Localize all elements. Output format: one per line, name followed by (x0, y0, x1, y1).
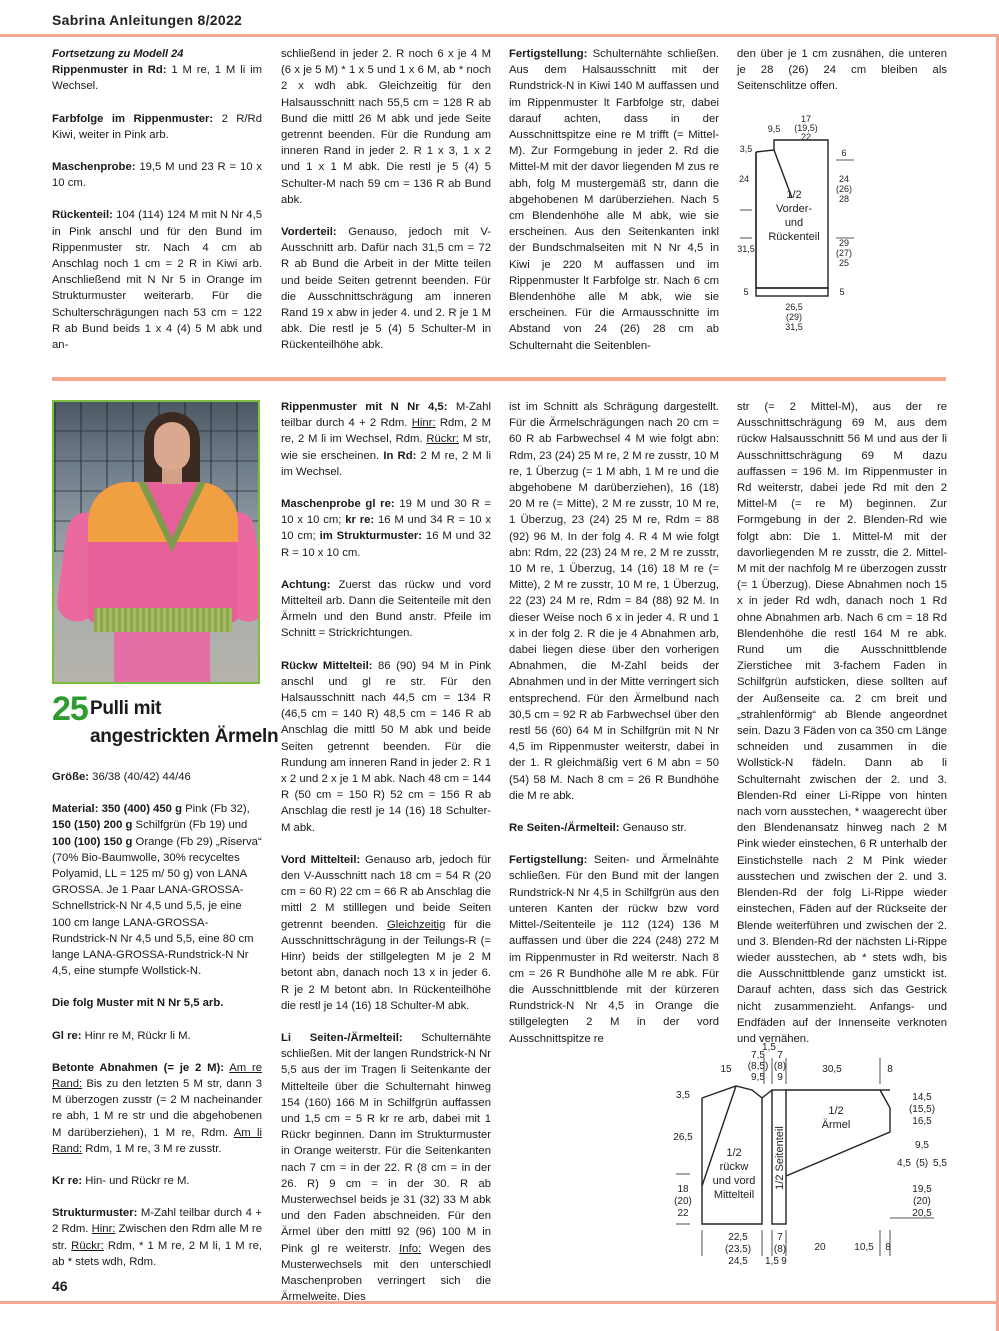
body-label-1: 1/2 (786, 189, 802, 201)
dim-8-5: (8,5) (747, 1061, 769, 1072)
dim-20-bottom: 20 (814, 1242, 826, 1253)
mittelteil-label-1: 1/2 (726, 1147, 742, 1159)
rueckenteil-paragraph: Rückenteil: 104 (114) 124 M mit N Nr 4,5 in Pink anschl und für den Bund im Rippenmuster str. Nach 4 cm ab Anschlag noch 1 cm = 2 R in Kiwi arb. Anschließend mit N Nr 5 in Orange im Strukturmuster weiterarb. Für die Schulterschrägungen nach 53 cm = 122 R ab Bund beids 1 x 4 (4) 5 M abk und an- (52, 209, 262, 352)
seitenteil-label: 1/2 Seitenteil (774, 1126, 786, 1190)
page-header: Sabrina Anleitungen 8/2022 (52, 12, 243, 28)
dim-7-bottom: 7 (777, 1232, 783, 1243)
body-label-4: Rückenteil (768, 231, 820, 243)
rippen-45-paragraph: Rippenmuster mit N Nr 4,5: M-Zahl teilbar durch 4 + 2 Rdm. Hinr: Rdm, 2 M re, 2 M li im Wechsel, Rdm. Rückr: M str, wie sie erscheinen. In Rd: 2 M re, 2 M li im Wechsel. (281, 401, 492, 478)
mittelteil-label-3: und vord (712, 1175, 756, 1187)
dim-3-5: 3,5 (676, 1090, 690, 1101)
li-seitenteil-paragraph: Li Seiten-/Ärmelteil: Schulternähte schließen. Mit der langen Rundstrick-N Nr 5,5 aus der im Tragen li Seitenkante der Mittelteile über die Schulternaht hinweg 154 (160) 166 M in Schilfgrün auffassen und 1,5 cm = 5 R kr re arb, dabei mit 1 Rückr beginnen. Dann im Strukturmuster in Orange weiterstr. Für die Seitenkanten nach 7 cm = in der 22. R (8 cm = in der 26. R) 9 cm = in der 30. R ab Musterwechsel beids je 31 (32) 33 M abk und den Faden abschneiden. Für den Ärmel über den mittl 92 (96) 100 M in Pink gl re weiterstr. Info: Wegen des Musterwechsels mit den unterschiedl Maschenproben verringert sich die Ärmelweite. Dies (281, 1031, 491, 1304)
dim-neck-depth: 3,5 (739, 144, 753, 154)
folg-muster-paragraph: Die folg Muster mit N Nr 5,5 arb. (52, 997, 224, 1010)
dim-7-top: 7 (777, 1050, 783, 1061)
dim-bund-right: 5 (839, 287, 845, 297)
dim-right-mid-1: 24 (838, 174, 850, 184)
dim-right-mid-2: (26) (835, 184, 853, 194)
model-title-line-1: Pulli mit (90, 698, 162, 719)
material-paragraph: Material: 350 (400) 450 g Pink (Fb 32), 150 (150) 200 g Schilfgrün (Fb 19) und 100 (100) 150 g Orange (Fb 29) „Riserva“ (70% Bio-Baumwolle, 30% recyceltes Polyamid, LL = 125 m/ 50 g) von LANA GROSSA. Je 1 Paar LANA-GROSSA-Schnellstrick-N Nr 4,5 und 5,5, je eine 100 cm lange LANA-GROSSA-Rundstrick-N Nr 4,5 und 5,5, eine 80 cm lange LANA-GROSSA-Rundstrick-N Nr 4,5, eine stumpfe Wollstick-N. (52, 803, 262, 978)
dim-bottom-2: (29) (785, 312, 803, 322)
dim-left-mid: 24 (738, 174, 750, 184)
dim-8-right: 8 (887, 1064, 893, 1075)
model-photo (52, 400, 260, 684)
seam-connector (762, 1090, 772, 1098)
top-column-1 (52, 46, 262, 353)
sleeve-schematic (668, 1038, 953, 1270)
aermel-label-2: Ärmel (821, 1119, 851, 1131)
rueckw-mittelteil-paragraph: Rückw Mittelteil: 86 (90) 94 M in Pink anschl und gl re str. Für den Halsausschnitt nach 44,5 cm = 134 R (46,5 cm = 140 R) 48,5 cm = 146 R ab Anschlag die mittl 50 M abk und beide Seiten getrennt beenden. Für die Rundung am inneren Rand in jeder 2. R 1 x 2 und 2 x je 1 M abk. Nach 48 cm = 144 R (50 cm = 150 R) 52 cm = 156 R ab Anschlag die restl je 14 (16) 18 Schulter-M abk. (281, 659, 491, 834)
dim-shoulder: 9,5 (767, 124, 781, 134)
dim-19-5: 19,5 (912, 1184, 932, 1195)
dim-15-5: (15,5) (908, 1104, 936, 1115)
farbfolge-paragraph: Farbfolge im Rippenmuster: 2 R/Rd Kiwi, weiter in Pink arb. (52, 112, 262, 141)
fertigstellung-paragraph: Fertigstellung: Schulternähte schließen. Aus dem Halsausschnitt mit der Rundstrick-N in Kiwi 140 M auffassen und im Rippenmuster lt Farbfolge str, dabei darauf achten, dass in der Ausschnittspitze eine re M trifft (= Mittel-M). Zur Formgebung in jeder 2. Rd die Mittel-M mit der davor liegenden M zus re abh, folg M mustergemäß str, dann die abgehobenen M darüberziehen. Nach 5 cm Blendenhöhe alle M abk, wie sie erscheinen. Aus den Seitenkanten inkl der Bundschmalseiten mit N Nr 4,5 in Kiwi je 220 M auffassen und im Rippenmuster lt Farbfolge str. Nach 6 cm Blendenhöhe alle M abk, wie sie erscheinen. Für die Armausschnitte im Abstand von 24 (26) 28 cm ab Schulternaht die Seitenblen- (509, 48, 719, 352)
maschenprobe-2-paragraph: Maschenprobe gl re: 19 M und 30 R = 10 x 10 cm; kr re: 16 M und 34 R = 10 x 10 cm; im Strukturmuster: 16 M und 32 R = 10 x 10 cm. (281, 498, 492, 559)
top-column-2 (281, 46, 491, 354)
top-rule (0, 34, 999, 37)
top-column-4 (737, 46, 947, 95)
rippen-paragraph: Rippenmuster in Rd: 1 M re, 1 M li im Wechsel. (52, 64, 262, 93)
bottom-rule (0, 1301, 999, 1304)
page-number: 46 (52, 1278, 68, 1294)
dim-top-width-2: (19,5) (794, 123, 818, 133)
body-label-2: Vorder- (775, 203, 813, 215)
dim-8-bottom: (8) (773, 1244, 787, 1255)
dim-9-top: 9 (777, 1072, 783, 1083)
dim-5-5: 5,5 (933, 1158, 947, 1169)
dim-26-5: 26,5 (673, 1132, 693, 1143)
achtung-paragraph: Achtung: Zuerst das rückw und vord Mittelteil arb. Dann die Seitenteile mit den Ärmeln und den Bund anstr. Pfeile im Schnitt = Strickrichtungen. (281, 578, 491, 640)
dim-bottom-3: 31,5 (785, 322, 803, 332)
seitenschlitze-paragraph: den über je 1 cm zusnähen, die unteren je 28 (26) 24 cm bleiben als Seitenschlitze offen. (737, 48, 947, 93)
ausschnittblende-paragraph: str (= 2 Mittel-M), aus der re Ausschnittschrägung 69 M, aus dem rückw Halsausschnitt 56 M und aus der li Ausschnittschrägung 69 M dazu auffassen = 196 M. Im Rippenmuster in Rd weiterstr, dabei jede Rd mit den 2 Mittel-M (= re M) beginnen. Zur Formgebung in der 2. Blenden-Rd wie folgt abn: Die 1. Mittel-M mit der davorliegenden M re zusstr, die 2. Mittel-M mit der nachfolg M re überzogen zusstr (= 1 Überzug). Diese Abnahmen noch 15 x in jeder Rd wdh, danach noch 1 Rd ohne Abnahmen arb. Nach 6 cm = 18 Rd Blendenhöhe die restl 164 M re abk. Rund um die Ausschnittblende Ziersticheе mit 3-fachem Faden in Schilfgrün aufsticken, diese sollten auf der Außenseite ca. 2 cm breit und „strahlenförmig“ ab Blende angeordnet sein. Dazu 3 Fäden von ca 350 cm Länge schneiden und zusammen in die Wollstick-N fädeln. Dann ab li Schulternaht zwischen der 2. und 3. Blenden-Rd einer Li-Rippe von hinten nach vorn ausstechen, * waagerecht über den Blendenansatz hinweg nach 2 M Pink wieder einstechen, 6 R unterhalb der Einstichstelle nach 2 M Pink wieder ausstechen und zwischen der 2. und 3. Blenden-Rd der folg Li-Rippe wieder einstechen, Fäden auf der Rückseite der Blende weiterführen und zwischen der 2. und 3. Blenden-Rd der nächsten Li-Rippe wieder ausstechen, ab * stets wdh, bis die Ausschnittblende ganz umstickt ist. Darauf achten, dass sich das Gestrick nicht zusammenzieht. Anfangs- und Endfäden auf der Innenseite verknoten und vernähen. (737, 401, 947, 1045)
bottom-column-4 (737, 399, 947, 1047)
dim-1-5-bottom: 1,5 (765, 1256, 779, 1267)
re-seitenteil-paragraph: Re Seiten-/Ärmelteil: Genauso str. (509, 822, 687, 835)
glre-paragraph: Gl re: Hinr re M, Rückr li M. (52, 1029, 191, 1042)
bund-rect (756, 288, 828, 296)
dim-20-5: 20,5 (912, 1208, 932, 1219)
aermel-paragraph: ist im Schnitt als Schrägung dargestellt. Für die Ärmelschrägungen nach 20 cm = 60 R ab Farbwechsel 4 M wie folgt abn: Rdm, 23 (24) 25 M re, 2 M re zusstr, 10 M re, 1 Überzug (= 1 M abh, 1 M re und die abgehobene M darüberziehen), 16 (18) 20 M re (= Mitte), 2 M re zusstr, 10 M re, 1 Überzug, 23 (24) 25 M re, Rdm = 88 (92) 96 M. In der folg 4. R 4 M wie folgt abn: Rdm, 22 (23) 24 M re, 2 M re zusstr, 10 M re, 1 Überzug, 14 (16) 18 M re (= Mitte), 2 M re zusstr, 10 M re, 1 Überzug, 22 (23) 24 M re, Rdm = 84 (88) 92 M. In dieser Weise noch 6 x in jeder 4. R und 1 x in der folg 2. R die je 4 Abnahmen arb, dabei liegen diese über den vorherigen Abnahmen, die M-Zahl beids der Abnahmen und in der Mitte verringert sich entsprechend. Für den Ärmelbund nach 30,5 cm = 92 R ab Farbwechsel über den restl 56 (60) 64 M in Schilfgrün mit N Nr 4,5 im Rippenmuster weiterstr, dabei in der 1. R gleichmäßig vert 6 M abn = 50 (54) 58 M. Nach 8 cm = 26 R Bundhöhe die M re abk. (509, 401, 719, 802)
betonte-abnahmen-paragraph: Betonte Abnahmen (= je 2 M): Am re Rand: Bis zu den letzten 5 M str, dann 3 M überzogen zusstr (= 2 M nacheinander re abh, 1 M re str und die abgehobenen M darüberziehen), 1 M re, Rdm. Am li Rand: Rdm, 1 M re, 3 M re zusstr. (52, 1061, 262, 1155)
vord-mittelteil-paragraph: Vord Mittelteil: Genauso arb, jedoch für den V-Ausschnitt nach 18 cm = 54 R (20 cm = 60 R) 22 cm = 66 R ab Anschlag die mittl 2 M stilllegen und beide Seiten getrennt beenden. Gleichzeitig für die Ausschnittschrägung in der Teilungs-R (= Hinr) beids der stillgelegten M je 2 M betont abn, danach noch 13 x in jeder 6. R je 2 M betont abn. In Rückenteilhöhe die restl je 14 (16) 18 Schulter-M abk. (281, 853, 491, 1012)
schulter-paragraph: schließend in jeder 2. R noch 6 x je 4 M (6 x je 5 M) * 1 x 5 und 1 x 6 M, ab * noch 2 x wdh abk. Gleichzeitig für den Halsausschnitt nach 55,5 cm = 128 R ab Bund die mittl 26 M abk und jede Seite getrennt beenden. Für die Rundung am inneren Rand in jeder 2. R 1 x 3, 1 x 2 und 1 x 1 M abk. Die restl je 5 (4) 5 Schulter-M nach 59 cm = 136 R ab Bund abk. (281, 48, 491, 206)
vorderteil-paragraph: Vorderteil: Genauso, jedoch mit V-Ausschnitt arb. Dafür nach 31,5 cm = 72 R ab Bund die Arbeit in der Mitte teilen und beide Seiten getrennt beenden. Für die Ausschnittschrägung am inneren Rand 19 x abw in jeder 4. und 2. R je 1 M abk. Die restl je 5 (4) 5 Schulter-M in Rückenteilhöhe abk. (281, 226, 491, 352)
dim-right-low-2: (27) (835, 248, 853, 258)
dim-15: 15 (720, 1064, 732, 1075)
continuation-note: Fortsetzung zu Modell 24 (52, 48, 184, 60)
krre-paragraph: Kr re: Hin- und Rückr re M. (52, 1175, 190, 1188)
dim-23-5: (23,5) (724, 1244, 752, 1255)
aermel-outline (786, 1090, 890, 1176)
model-title-line-2: angestrickten Ärmeln (90, 726, 279, 747)
dim-top-width: 17 (800, 114, 812, 124)
mittelteil-label-2: rückw (719, 1161, 749, 1173)
model-number: 25 (52, 690, 88, 728)
dim-9-5-right: 9,5 (915, 1140, 929, 1151)
dim-4-5: 4,5 (897, 1158, 911, 1169)
dim-22: 22 (677, 1208, 689, 1219)
dim-right-low-3: 25 (838, 258, 850, 268)
maschenprobe-paragraph: Maschenprobe: 19,5 M und 23 R = 10 x 10 cm. (52, 161, 262, 190)
dim-left-low: 31,5 (737, 244, 755, 254)
strukturmuster-paragraph: Strukturmuster: M-Zahl teilbar durch 4 + 2 Rdm. Hinr: Zwischen den Rdm alle M re str. Rückr: Rdm, * 1 M re, 2 M li, 1 M re, ab * stets wdh, Rdm. (52, 1207, 262, 1268)
dim-20: (20) (674, 1196, 692, 1207)
bottom-column-1 (52, 769, 262, 1270)
groesse-paragraph: Größe: 36/38 (40/42) 44/46 (52, 771, 191, 783)
body-label-3: und (784, 217, 804, 229)
dim-5: (5) (915, 1158, 929, 1169)
dim-9-bottom: 9 (781, 1256, 787, 1267)
top-column-3 (509, 46, 719, 354)
dim-14-5: 14,5 (912, 1092, 932, 1103)
bottom-column-3 (509, 399, 719, 1047)
dim-16-5: 16,5 (912, 1116, 932, 1127)
section-divider (52, 377, 946, 381)
mittelteil-label-4: Mittelteil (713, 1189, 755, 1201)
dim-right-top: 6 (841, 148, 847, 158)
dim-22-5: 22,5 (728, 1232, 748, 1243)
aermel-label-1: 1/2 (828, 1105, 844, 1117)
dim-right-low-1: 29 (838, 238, 850, 248)
dim-8-top: (8) (773, 1061, 787, 1072)
dim-bund-left: 5 (743, 287, 749, 297)
body-schematic (730, 108, 860, 338)
bottom-column-2 (281, 399, 491, 1305)
dim-right-mid-3: 28 (838, 194, 850, 204)
dim-9-5: 9,5 (751, 1072, 765, 1083)
dim-bottom-1: 26,5 (785, 302, 803, 312)
dim-20-right: (20) (913, 1196, 931, 1207)
dim-18: 18 (677, 1184, 689, 1195)
dim-top-width-3: 22 (800, 132, 812, 142)
dim-8-bottom-right: 8 (885, 1242, 891, 1253)
dim-30-5: 30,5 (822, 1064, 842, 1075)
dim-7-5: 7,5 (751, 1050, 765, 1061)
dim-10-5: 10,5 (854, 1242, 874, 1253)
dim-24-5: 24,5 (728, 1256, 748, 1267)
dim-1-5-top: 1,5 (762, 1042, 776, 1053)
fertigstellung-2-paragraph: Fertigstellung: Seiten- und Ärmelnähte schließen. Für den Bund mit der langen Rundstrick-N Nr 4,5 in Schilfgrün aus den unteren Kanten der rückw bzw vord Mittel-/Seitenteile je 112 (124) 136 M auffassen und über die 224 (248) 272 M im Rippenmuster in Rd weiterstr. Nach 8 cm = 26 R Bundhöhe alle M re abk. Für die Ausschnittblende mit der kürzeren Rundstrick-N Nr 4,5 in Orange die stillgelegten 2 M in der vord Ausschnittspitze re (509, 854, 719, 1045)
